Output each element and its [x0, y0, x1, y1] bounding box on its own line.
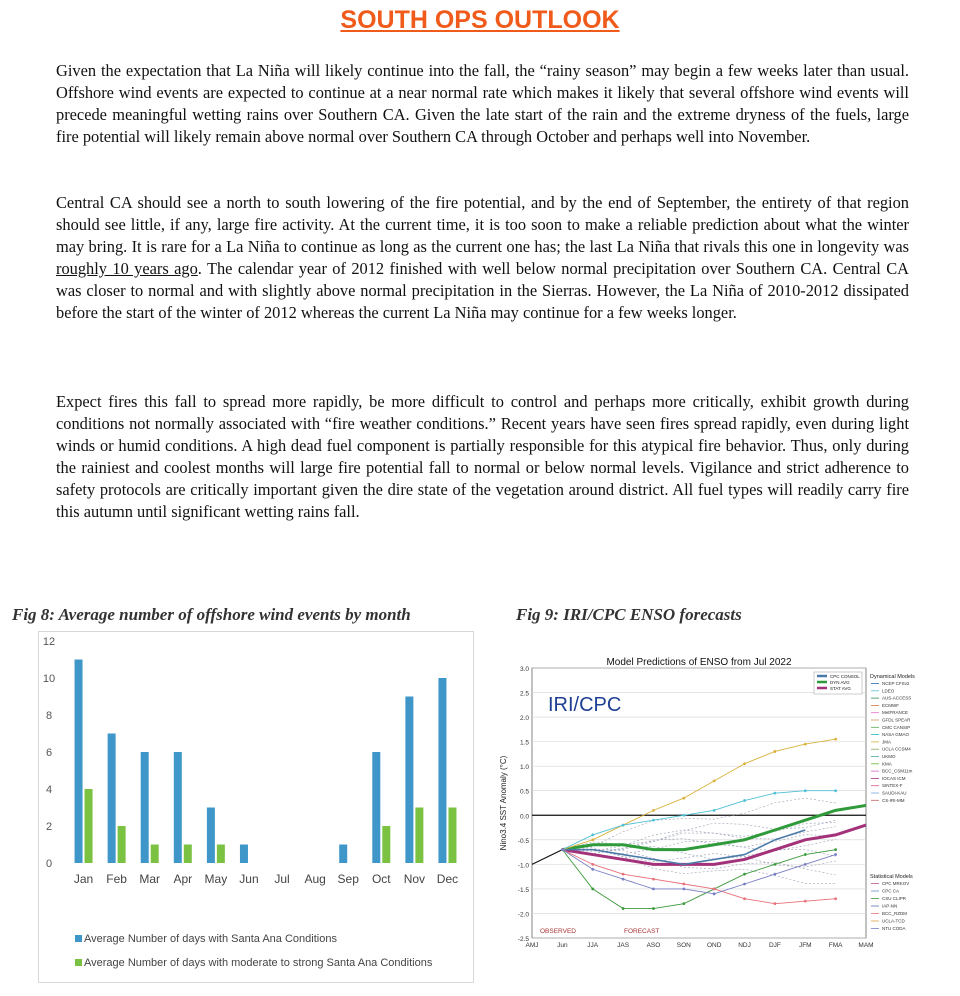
series-point: [804, 900, 807, 903]
y-tick-label: 10: [42, 673, 56, 685]
fig9-caption: Fig 9: IRI/CPC ENSO forecasts: [516, 605, 742, 624]
series-point: [682, 902, 685, 905]
statistical-legend-label: UCLA-TCD: [882, 918, 905, 924]
series-point: [682, 883, 685, 886]
statistical-legend-label: IAP-NN: [882, 903, 898, 909]
x-tick-label: Jul: [274, 872, 290, 886]
y-tick-label: 2.5: [519, 690, 529, 698]
dynamical-legend-label: BCC_CSM11m: [882, 768, 913, 774]
series-point: [774, 750, 777, 753]
series-point: [652, 888, 655, 891]
fig9-chart-frame: [494, 648, 928, 958]
y-tick-label: -0.5: [517, 837, 529, 845]
y-tick-label: -1.0: [517, 862, 529, 870]
y-tick-label: -1.5: [517, 886, 529, 894]
series-point: [682, 797, 685, 800]
series-point: [713, 809, 716, 812]
series-point: [804, 853, 807, 856]
x-tick-label: Jun: [239, 872, 259, 886]
x-tick-label: Jun: [557, 942, 568, 949]
bar-santa-ana: [438, 678, 446, 863]
bar-santa-ana: [372, 752, 380, 863]
x-tick-label: FMA: [828, 942, 843, 949]
observed-line: [532, 850, 562, 865]
bar-moderate-strong: [118, 826, 126, 863]
y-tick-label: 1.0: [519, 764, 529, 772]
series-point: [774, 902, 777, 905]
series-point: [652, 819, 655, 822]
enso-y-axis-label: Nino3.4 SST Anomaly (°C): [499, 755, 508, 851]
series-point: [591, 863, 594, 866]
main-legend-label: DYN AVG: [830, 680, 850, 685]
series-point: [743, 762, 746, 765]
dynamical-legend-label: KMA: [882, 761, 892, 767]
x-tick-label: NDJ: [738, 942, 751, 949]
dynamical-legend-label: ECMWF: [882, 702, 899, 708]
series-line: [562, 850, 835, 909]
x-tick-label: Mar: [139, 872, 161, 886]
bar-moderate-strong: [151, 845, 159, 864]
x-tick-label: Feb: [106, 872, 127, 886]
forecast-label: FORECAST: [624, 928, 660, 935]
bar-moderate-strong: [415, 808, 423, 864]
series-point: [774, 863, 777, 866]
legend-swatch-santa-ana: [75, 935, 82, 942]
dynamical-legend-label: NCEP CFSv2: [882, 681, 910, 686]
statistical-legend-label: NTU CODA: [882, 926, 906, 931]
y-tick-label: 2: [45, 821, 53, 833]
series-point: [834, 738, 837, 741]
y-tick-label: 0.0: [519, 813, 529, 821]
statistical-legend-label: CPC CA: [882, 888, 900, 894]
series-point: [743, 897, 746, 900]
main-legend-label: STAT AVG: [830, 686, 851, 691]
legend-swatch-moderate-strong: [75, 959, 82, 966]
x-tick-label: Jan: [73, 872, 94, 886]
x-tick-label: Dec: [436, 872, 459, 886]
fig8-chart-frame: [38, 631, 474, 983]
enso-chart-title: Model Predictions of ENSO from Jul 2022: [606, 657, 792, 668]
series-point: [682, 814, 685, 817]
x-tick-label: MAM: [858, 942, 874, 949]
dynamical-legend-label: NASA GMAO: [882, 732, 910, 738]
series-point: [804, 789, 807, 792]
series-point: [743, 883, 746, 886]
dynamical-legend-label: JMA: [882, 739, 891, 745]
statistical-models-title: Statistical Models: [870, 874, 913, 880]
page-title: SOUTH OPS OUTLOOK: [340, 6, 620, 34]
bar-santa-ana: [339, 845, 347, 864]
series-point: [713, 892, 716, 895]
series-point: [591, 838, 594, 841]
observed-label: OBSERVED: [540, 928, 577, 935]
y-tick-label: 8: [45, 710, 53, 722]
series-point: [591, 888, 594, 891]
statistical-legend-label: BCC_RZDM: [882, 911, 908, 916]
series-point: [804, 743, 807, 746]
dynamical-legend-label: LDEO: [882, 688, 895, 694]
x-tick-label: OND: [706, 942, 722, 949]
main-legend-label: CPC CONSOL: [830, 674, 860, 679]
series-point: [713, 780, 716, 783]
series-point: [774, 873, 777, 876]
series-point: [591, 868, 594, 871]
series-point: [652, 878, 655, 881]
dynamical-legend-label: SINTEX-F: [882, 783, 903, 789]
bar-santa-ana: [240, 845, 248, 864]
x-tick-label: ASO: [646, 942, 661, 949]
series-point: [622, 907, 625, 910]
bar-santa-ana: [174, 752, 182, 863]
x-tick-label: JAS: [617, 942, 630, 949]
y-tick-label: -2.5: [517, 936, 529, 943]
legend-label-moderate-strong: Average Number of days with moderate to strong Santa Ana Conditions: [84, 957, 433, 969]
paragraph-2-text-a: Central CA should see a north to south lowering of the fire potential, and by the end of September, the entirety of that region should see little, if any, large fire activity. At the current time, it is too soon to make a reliable prediction about what the winter may bring. It is rare for a La Niña to continue as long as the current one has; the last La Niña that rivals this one in longevity was: [56, 193, 909, 256]
model-forecast-line: [562, 849, 835, 884]
dynamical-legend-label: SAUDI-KAU: [882, 790, 907, 796]
series-point: [834, 789, 837, 792]
dynamical-legend-label: CMC CANSIP: [882, 724, 911, 730]
x-tick-label: Aug: [304, 872, 326, 886]
statistical-legend-label: CSU CLIPR: [882, 896, 907, 901]
series-point: [622, 873, 625, 876]
bar-santa-ana: [405, 697, 413, 864]
bar-santa-ana: [141, 752, 149, 863]
fig8-caption: Fig 8: Average number of offshore wind events by month: [12, 605, 411, 624]
series-line: [562, 805, 866, 849]
dynamical-legend-label: CS-IRI-MM: [882, 797, 905, 803]
y-tick-label: -2.0: [517, 911, 529, 919]
y-tick-label: 12: [42, 636, 56, 648]
fig8-bar-chart: [39, 632, 473, 982]
paragraph-1: Given the expectation that La Niña will likely continue into the fall, the “rainy season” may begin a few weeks later than usual. Offshore wind events are expected to continue at a near normal rate which makes it likely that several offshore wind events will precede meaningful wetting rains over Southern CA. Given the late start of the rain and the extreme dryness of the fuels, large fire potential will likely remain above normal over Southern CA through October and perhaps well into November.: [56, 61, 909, 146]
series-point: [682, 888, 685, 891]
bar-moderate-strong: [382, 826, 390, 863]
y-tick-label: 2.0: [519, 715, 529, 723]
dynamical-legend-label: UKMO: [882, 754, 896, 759]
series-point: [804, 863, 807, 866]
x-tick-label: Apr: [173, 872, 193, 886]
y-tick-label: 0.5: [519, 788, 529, 796]
series-point: [561, 848, 564, 851]
x-tick-label: DJF: [768, 942, 781, 949]
y-tick-label: 6: [45, 747, 53, 759]
bar-santa-ana: [207, 808, 215, 864]
legend-label-santa-ana: Average Number of days with Santa Ana Conditions: [84, 933, 337, 945]
series-point: [652, 809, 655, 812]
x-tick-label: Sep: [337, 872, 359, 886]
bar-moderate-strong: [85, 789, 93, 863]
paragraph-2-text-b: . The calendar year of 2012 finished with well below normal precipitation over Southern CA. Central CA was closer to normal and with slightly above normal precipitation in the Sierras. However, the La Niña of 2010-2012 dissipated before the start of the winter of 2012 whereas the current La Niña may continue for a few weeks longer.: [56, 259, 910, 322]
series-point: [622, 824, 625, 827]
y-tick-label: 1.5: [519, 739, 529, 747]
roughly-10-years-link[interactable]: roughly 10 years ago: [56, 259, 198, 278]
x-tick-label: Nov: [403, 872, 426, 886]
dynamical-legend-label: MetFRANCE: [882, 710, 909, 716]
bar-moderate-strong: [217, 845, 225, 864]
series-point: [834, 897, 837, 900]
bar-moderate-strong: [184, 845, 192, 864]
y-tick-label: 3.0: [519, 666, 529, 673]
dynamical-legend-label: UCLA CCSM4: [882, 746, 911, 752]
bar-santa-ana: [75, 660, 83, 864]
series-point: [834, 853, 837, 856]
series-point: [834, 848, 837, 851]
series-point: [591, 834, 594, 837]
iri-cpc-logo: IRI/CPC: [548, 694, 622, 716]
statistical-legend-label: CPC MRKOV: [882, 881, 910, 886]
dynamical-legend-label: IOCAS ICM: [882, 775, 906, 781]
bar-santa-ana: [108, 734, 116, 864]
x-tick-label: Oct: [371, 872, 391, 886]
x-tick-label: May: [204, 872, 228, 886]
paragraph-3: Expect fires this fall to spread more rapidly, be more difficult to control and perhaps more critically, exhibit growth during conditions not normally associated with “fire weather conditions.” Recent years have seen fires spread rapidly, even during light winds or humid conditions. A high dead fuel component is partially responsible for this atypical fire behavior. Thus, only during the rainiest and coolest months will large fire potential fall to normal or below normal levels. Vigilance and strict adherence to safety protocols are critically important given the dire state of the vegetation around district. All fuel types will readily carry fire this autumn until significant wetting rains fall.: [56, 392, 909, 521]
x-tick-label: JFM: [798, 942, 812, 949]
dynamical-legend-label: AUS-ACCESS: [882, 695, 912, 701]
paragraph-2: [56, 192, 909, 324]
x-tick-label: SON: [676, 942, 691, 949]
series-point: [774, 792, 777, 795]
x-tick-label: AMJ: [525, 942, 539, 949]
series-point: [743, 873, 746, 876]
dynamical-legend-label: GFDL SPEAR: [882, 717, 911, 723]
series-point: [652, 907, 655, 910]
y-tick-label: 0: [45, 858, 53, 870]
series-point: [622, 878, 625, 881]
y-tick-label: 4: [45, 784, 53, 796]
fig9-enso-chart: [494, 648, 928, 958]
series-point: [713, 888, 716, 891]
series-line: [562, 830, 805, 864]
bar-moderate-strong: [448, 808, 456, 864]
dynamical-models-title: Dynamical Models: [870, 674, 915, 680]
x-tick-label: JJA: [587, 942, 599, 949]
series-point: [743, 799, 746, 802]
